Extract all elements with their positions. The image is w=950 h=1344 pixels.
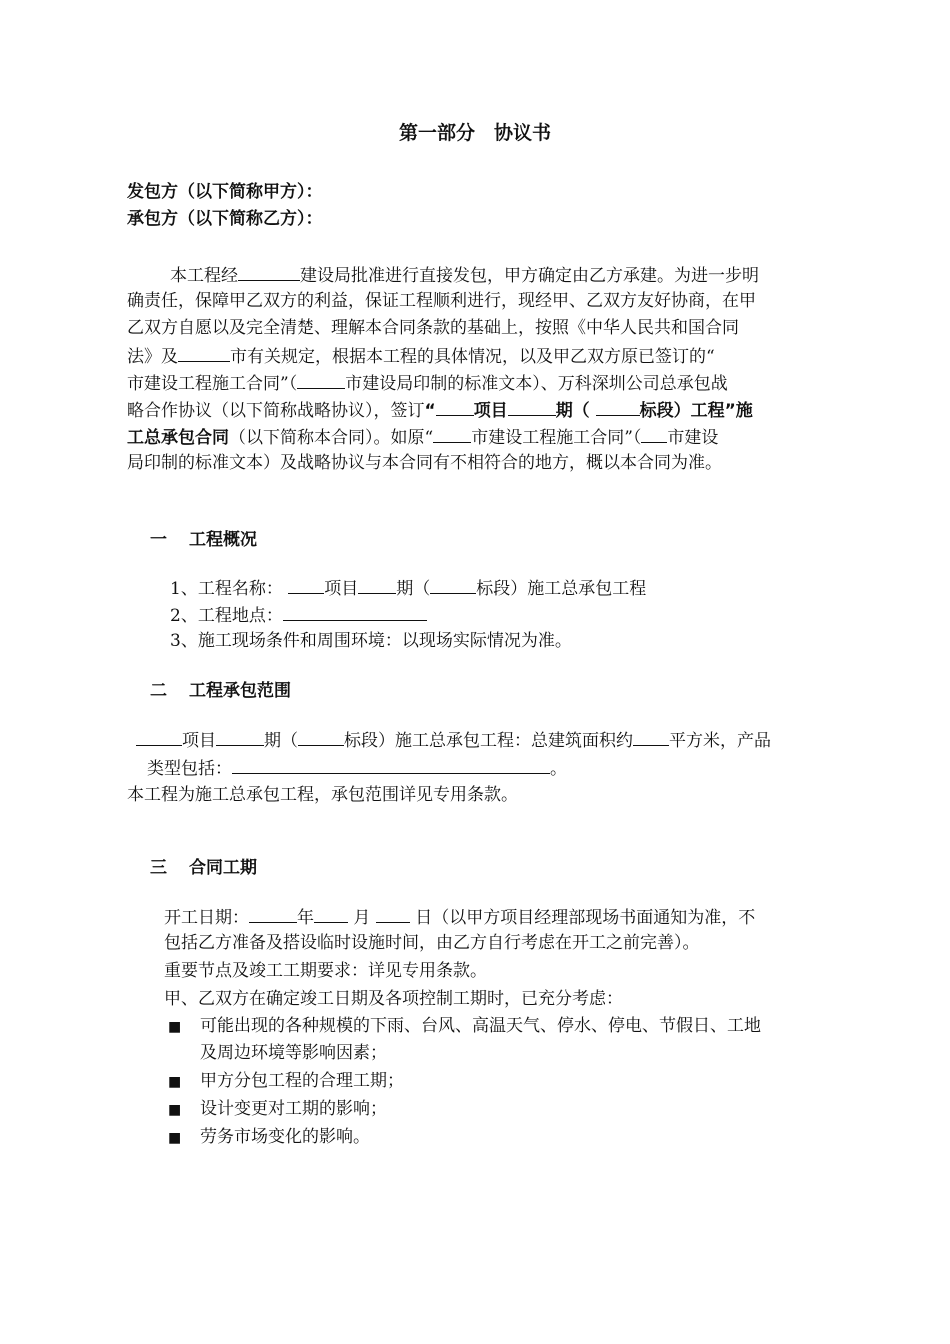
schedule-line-2: 包括乙方准备及搭设临时设施时间，由乙方自行考虑在开工之前完善）。 <box>164 933 700 953</box>
blank-field <box>136 728 182 746</box>
schedule-line-3: 重要节点及竣工工期要求：详见专用条款。 <box>164 961 487 981</box>
start-date-line <box>164 905 755 929</box>
scope-text: 。 <box>550 759 567 779</box>
section-title: 工程承包范围 <box>189 681 291 701</box>
schedule-line-4: 甲、乙双方在确定竣工日期及各项控制工期时，已充分考虑： <box>164 989 623 1009</box>
section-3-heading <box>150 857 257 879</box>
scope-text: 类型包括： <box>147 759 232 779</box>
schedule-text: 年 <box>297 908 314 928</box>
intro-text-bold: 项目 <box>473 401 508 421</box>
bullet-item-2: 甲方分包工程的合理工期； <box>200 1071 404 1091</box>
blank-field <box>288 576 324 594</box>
bullet-square-icon: ■ <box>168 1130 182 1146</box>
section-title: 工程概况 <box>189 530 257 550</box>
schedule-text: 开工日期： <box>164 908 249 928</box>
scope-line-1 <box>136 728 771 752</box>
blank-field <box>238 263 300 281</box>
intro-text: 本工程经 <box>170 266 238 286</box>
intro-line-3: 乙双方自愿以及完全清楚、理解本合同条款的基础上，按照《中华人民共和国合同 <box>127 318 739 338</box>
section-number: 三 <box>150 858 167 878</box>
intro-line-5 <box>127 371 728 395</box>
intro-text: 建设局批准进行直接发包，甲方确定由乙方承建。为进一步明 <box>300 266 759 286</box>
blank-field <box>216 728 264 746</box>
intro-line-7 <box>127 425 718 449</box>
intro-text: 市建设工程施工合同”（ <box>127 374 298 394</box>
scope-text: 期（ <box>264 731 298 751</box>
blank-field <box>232 756 550 774</box>
item-text: 期（ <box>396 579 431 599</box>
bullet-square-icon: ■ <box>168 1019 182 1035</box>
page-title: 第一部分 协议书 <box>398 122 551 144</box>
project-name-line <box>170 576 646 600</box>
intro-text: （以下简称本合同）。如原“ <box>229 428 434 448</box>
intro-text-bold: 期（ <box>555 401 596 421</box>
section-2-heading <box>150 680 291 702</box>
intro-text: 市建设局印制的标准文本）、万科深圳公司总承包战 <box>345 374 728 394</box>
item-text: 标段）施工总承包工程 <box>476 579 647 599</box>
blank-field <box>430 576 476 594</box>
intro-line-8: 局印制的标准文本）及战略协议与本合同有不相符合的地方，概以本合同为准。 <box>127 453 722 473</box>
intro-text: 市有关规定，根据本工程的具体情况，以及甲乙双方原已签订的“ <box>230 347 715 367</box>
intro-text-bold: 工总承包合同 <box>127 428 229 448</box>
intro-text: 法》及 <box>127 347 178 367</box>
section-number: 二 <box>150 681 167 701</box>
intro-text: 略合作协议（以下简称战略协议），签订 <box>127 401 425 421</box>
intro-line-1 <box>170 263 759 287</box>
bullet-square-icon: ■ <box>168 1102 182 1118</box>
blank-field <box>376 905 410 923</box>
intro-line-4 <box>127 344 715 368</box>
project-location-line <box>170 603 427 627</box>
item-text: 项目 <box>324 579 359 599</box>
contractor-label: 承包方（以下简称乙方）： <box>127 209 323 229</box>
intro-text-bold: 标段）工程”施 <box>639 401 753 421</box>
scope-text: 标段）施工总承包工程：总建筑面积约 <box>344 731 633 751</box>
bullet-item-4: 劳务市场变化的影响。 <box>200 1127 370 1147</box>
bullet-item-3: 设计变更对工期的影响； <box>200 1099 387 1119</box>
intro-text: 市建设工程施工合同”（ <box>471 428 642 448</box>
scope-text: 项目 <box>182 731 216 751</box>
scope-line-3: 本工程为施工总承包工程，承包范围详见专用条款。 <box>127 785 518 805</box>
blank-field <box>508 398 556 416</box>
bullet-square-icon: ■ <box>168 1074 182 1090</box>
section-1-heading <box>150 529 257 551</box>
schedule-text: 月 <box>348 908 376 928</box>
bullet-item-1-cont: 及周边环境等影响因素； <box>200 1043 387 1063</box>
blank-field <box>596 398 640 416</box>
item-label: 2、工程地点： <box>170 606 283 626</box>
blank-field <box>433 425 471 443</box>
scope-text: 平方米，产品 <box>669 731 771 751</box>
item-label: 1、工程名称： <box>170 579 289 599</box>
bullet-item-1: 可能出现的各种规模的下雨、台风、高温天气、停水、停电、节假日、工地 <box>200 1016 761 1036</box>
blank-field <box>436 398 474 416</box>
blank-field <box>283 603 427 621</box>
intro-text: 市建设 <box>667 428 719 448</box>
intro-text-bold: “ <box>424 401 436 421</box>
site-conditions-line: 3、施工现场条件和周围环境：以现场实际情况为准。 <box>170 631 572 651</box>
intro-line-6 <box>127 398 753 422</box>
blank-field <box>641 425 667 443</box>
blank-field <box>633 728 669 746</box>
blank-field <box>178 344 230 362</box>
intro-line-2: 确责任，保障甲乙双方的利益，保证工程顺利进行，现经甲、乙双方友好协商，在甲 <box>127 291 756 311</box>
scope-line-2 <box>147 756 567 780</box>
employer-label: 发包方（以下简称甲方）： <box>127 182 323 202</box>
blank-field <box>249 905 297 923</box>
schedule-text: 日（以甲方项目经理部现场书面通知为准，不 <box>409 908 756 928</box>
blank-field <box>298 728 344 746</box>
blank-field <box>314 905 348 923</box>
section-title: 合同工期 <box>189 858 257 878</box>
section-number: 一 <box>150 530 167 550</box>
blank-field <box>358 576 396 594</box>
blank-field <box>297 371 345 389</box>
